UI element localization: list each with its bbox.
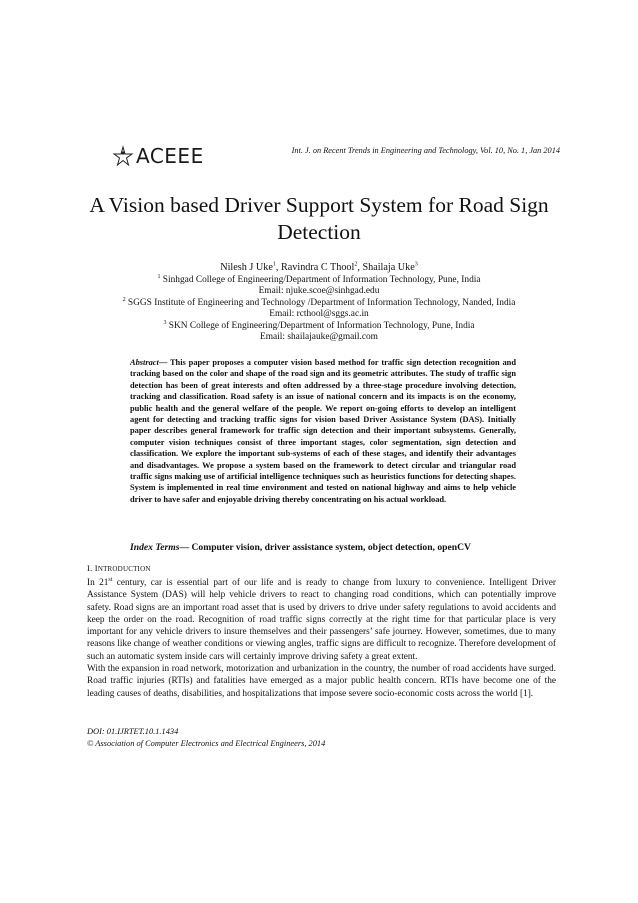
email-3: Email: shailajauke@gmail.com [260, 332, 378, 342]
author-names [40, 262, 598, 274]
author-block [40, 262, 598, 344]
copyright: © Association of Computer Electronics and Electrical Engineers, 2014 [87, 738, 326, 748]
affiliation-sup: 2 [122, 296, 126, 303]
email-2: Email: rcthool@sggs.ac.in [269, 309, 369, 319]
author-3-sup: 3 [414, 261, 418, 268]
author-separator: , [275, 262, 281, 273]
abstract-dash: — [158, 358, 170, 367]
ordinal-sup: st [108, 576, 113, 583]
section-title-rest: NTRODUCTION [97, 565, 151, 573]
title-line-2: Detection [277, 220, 361, 244]
journal-citation: Int. J. on Recent Trends in Engineering and Technology, Vol. 10, No. 1, Jan 2014 [291, 146, 560, 155]
author-separator: , [357, 262, 363, 273]
paragraph-1 [87, 577, 556, 663]
doi: DOI: 01.IJRTET.10.1.1434 [87, 727, 179, 736]
affiliation-3 [40, 321, 598, 333]
section-number: I. [87, 563, 95, 573]
body-text [87, 577, 556, 700]
index-terms [130, 542, 530, 553]
paragraph-1-start: In 21 [87, 578, 109, 588]
affiliation-2 [40, 298, 598, 310]
email-1: Email: njuke.scoe@sinhgad.edu [258, 286, 380, 296]
affiliation-text: Sinhgad College of Engineering/Department of Information Technology, Pune, India [162, 274, 481, 285]
abstract-text: This paper proposes a computer vision based method for traffic sign detection recognition and tracking based on the color and shape of the road sign and its geometric attributes. The study of traffic sign detection has been of great interests and often addressed by a three-stage procedure involving detection, tracking and classification. Road safety is an issue of national concern and its impacts is on the economy, public health and the general welfare of the people. We report on-going efforts to develop an intelligent agent for detecting and tracking traffic signs for vision based Driver Assistance System (DAS). Initially paper describes general framework for traffic sign detection and their important subsystems. Generally, computer vision techniques consist of three important stages, color segmentation, sign detection and classification. We explore the important sub-systems of each of these stages, and identify their advantages and disadvantages. We propose a system based on the framework to detect circular and triangular road traffic signs making use of artificial intelligence techniques such as heuristics functions for detecting shapes. System is implemented in real time environment and tested on national highway and aims to help vehicle driver to have safer and enjoyable driving thereby concentrating on his actual workload. [130, 358, 516, 504]
affiliation-sup: 3 [163, 319, 167, 326]
journal-header [112, 140, 560, 170]
footer [87, 726, 325, 749]
index-terms-dash: — [179, 542, 192, 553]
paragraph-1-text: century, car is essential part of our life and is ready to change from luxury to convenience. Intelligent Driver Assistance System (DAS) will help vehicle drivers to react to changing road conditions, which can potentially improve safety. Road signs are an important road asset that is used by drivers to drive under safety regulations to avoid accidents and keep the order on the road. Recognition of road traffic signs correctly at the right time for that particular place is very important for any vehicle drivers to insure themselves and their passengers’ safe journey. However, sometimes, due to many reasons like change of weather conditions or viewing angles, traffic signs are difficult to recognize. Therefore development of such an automatic system inside cars will certainly improve driving safety a great extent. [87, 578, 556, 662]
author-3: Shailaja Uke [362, 262, 415, 273]
paper-title [60, 192, 578, 246]
section-heading [87, 563, 151, 573]
author-1-sup: 1 [272, 261, 276, 268]
index-terms-text: Computer vision, driver assistance system, object detection, openCV [191, 542, 471, 553]
author-2: Ravindra C Thool [280, 262, 355, 273]
affiliation-1 [40, 275, 598, 287]
affiliation-sup: 1 [157, 273, 161, 280]
index-terms-label: Index Terms [130, 542, 180, 553]
section-initial: I [94, 563, 98, 573]
star-figure-icon [112, 145, 134, 167]
author-2-sup: 2 [354, 261, 358, 268]
author-1: Nilesh J Uke [220, 262, 273, 273]
paragraph-2: With the expansion in road network, motorization and urbanization in the country, the number of road accidents have surged. Road traffic injuries (RTIs) and fatalities have emerged as a major public health concern. RTIs have become one of the leading causes of deaths, disabilities, and hospitalizations that impose severe socio-economic costs across the world [1]. [87, 664, 556, 699]
title-line-1: A Vision based Driver Support System for Road Sign [89, 193, 549, 217]
abstract-label: Abstract [130, 358, 159, 367]
aceee-logo [112, 144, 204, 168]
affiliation-text: SKN College of Engineering/Department of Information Technology, Pune, India [168, 320, 475, 331]
logo-text: ACEEE [136, 144, 204, 168]
affiliation-text: SGGS Institute of Engineering and Technology /Department of Information Technology, Nanded, India [127, 297, 516, 308]
abstract [130, 357, 516, 505]
